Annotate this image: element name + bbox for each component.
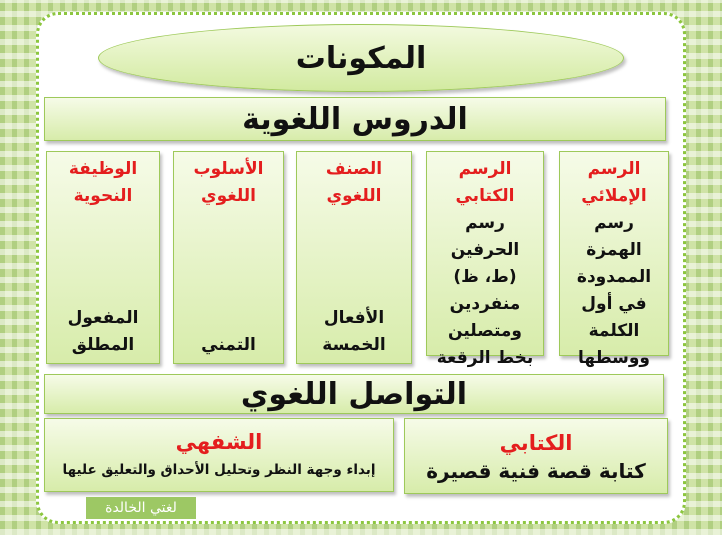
written-heading: الكتابي (499, 431, 573, 455)
page-title: المكونات (295, 40, 427, 76)
column-body: الأفعال الخمسة (322, 308, 386, 355)
communication-banner (44, 374, 664, 414)
column-heading: الرسم الإملائي (581, 159, 647, 206)
column-heading: الوظيفة النحوية (68, 159, 138, 206)
oral-heading: الشفهي (175, 430, 263, 454)
written-body: كتابة قصة فنية قصيرة (426, 459, 646, 483)
communication-banner-label: التواصل اللغوي (240, 376, 468, 412)
column-body: المفعول المطلق (67, 308, 139, 355)
oral-box (44, 418, 394, 492)
column-heading: الرسم الكتابي (455, 159, 515, 206)
column-heading: الأسلوب اللغوي (193, 159, 264, 206)
oral-body: إبداء وجهة النظر وتحليل الأحداق والتعليق عليها (62, 462, 376, 478)
column-body: رسم الهمزة الممدودة في أول الكلمة ووسطها (576, 213, 652, 368)
footer-label: لغتي الخالدة (86, 497, 196, 519)
column-syntax (46, 151, 160, 364)
column-grammar-type (296, 151, 412, 364)
column-style (173, 151, 284, 364)
column-spelling (559, 151, 669, 368)
lessons-banner-label: الدروس اللغوية (242, 101, 468, 137)
lessons-banner (44, 97, 666, 141)
title-ellipse (98, 24, 624, 92)
column-handwriting (426, 151, 544, 368)
column-body: التمني (201, 335, 256, 355)
column-body: رسم الحرفين (ط، ظ) منفردين ومتصلين بخط الرقعة (436, 213, 534, 368)
column-heading: الصنف اللغوي (325, 159, 383, 206)
written-box (404, 418, 668, 494)
